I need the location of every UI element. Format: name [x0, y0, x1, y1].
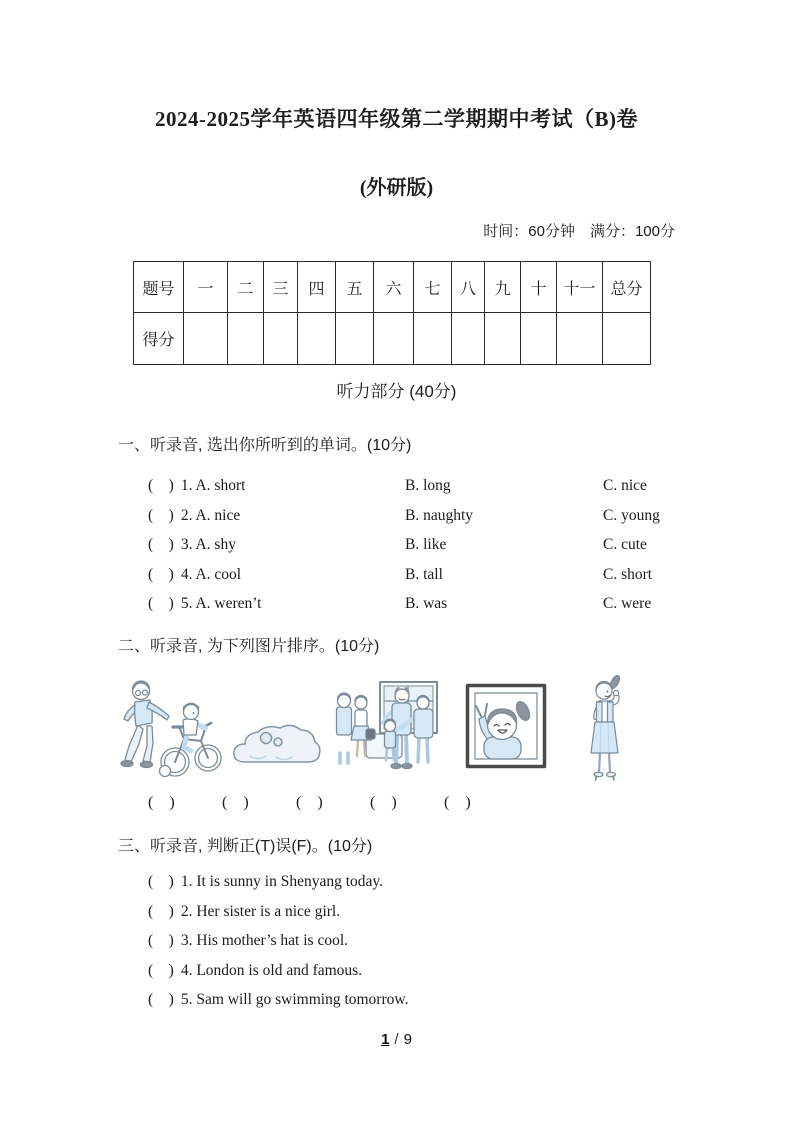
score-cell [336, 313, 374, 365]
answer-paren: ( ) [148, 872, 174, 890]
option-a: 3. A. shy [180, 536, 236, 554]
option-c: C. young [603, 506, 660, 524]
score-table-col-6: 六 [374, 262, 414, 313]
score-cell [414, 313, 452, 365]
section-1-options [118, 471, 675, 619]
statement-text: 2. Her sister is a nice girl. [180, 902, 341, 920]
answer-paren: ( ) [148, 595, 174, 613]
score-cell [452, 313, 485, 365]
framed-photo-illustration [465, 683, 547, 769]
option-b: B. naughty [405, 506, 474, 524]
exam-meta: 时间：60分钟 满分：100分 [483, 223, 675, 240]
tf-statement-3 [148, 926, 675, 956]
option-a: 2. A. nice [180, 506, 241, 524]
family-visit-illustration [330, 676, 445, 782]
score-row-label: 得分 [134, 313, 184, 365]
option-b: B. long [405, 477, 451, 494]
score-cell [603, 313, 651, 365]
statement-text: 5. Sam will go swimming tomorrow. [180, 991, 409, 1009]
score-table-col-11: 十一 [557, 262, 603, 313]
score-cell [264, 313, 298, 365]
option-a: 1. A. short [180, 477, 246, 494]
section-1-heading: 一、听录音, 选出你所听到的单词。(10分) [118, 437, 412, 454]
answer-paren: ( ) [148, 902, 174, 920]
score-cell [485, 313, 521, 365]
option-c: C. were [603, 595, 652, 613]
answer-paren: ( ) [148, 793, 175, 811]
answer-paren: ( ) [148, 506, 174, 524]
option-c: C. cute [603, 536, 647, 554]
score-table [133, 261, 651, 365]
answer-paren: ( ) [148, 565, 174, 583]
current-page-number: 1 [381, 1031, 390, 1048]
page-title: 2024-2025学年英语四年级第二学期期中考试（B)卷 [155, 107, 638, 131]
picture-row [112, 667, 675, 785]
score-table-col-3: 三 [264, 262, 298, 313]
score-table-col-7: 七 [414, 262, 452, 313]
picture-answer-parens [148, 792, 675, 813]
score-cell [521, 313, 557, 365]
section-3-heading: 三、听录音, 判断正(T)误(F)。(10分) [118, 837, 373, 855]
option-a: 5. A. weren’t [180, 595, 262, 613]
answer-paren: ( ) [370, 793, 397, 811]
score-table-col-1: 一 [184, 262, 228, 313]
question-row-1 [148, 471, 675, 501]
score-table-col-10: 十 [521, 262, 557, 313]
score-cell [374, 313, 414, 365]
answer-paren: ( ) [148, 536, 174, 554]
score-table-header-label: 题号 [134, 262, 184, 313]
answer-paren: ( ) [148, 477, 174, 494]
answer-paren: ( ) [148, 991, 174, 1009]
section-2-heading: 二、听录音, 为下列图片排序。(10分) [118, 637, 380, 655]
score-cell [228, 313, 264, 365]
page-footer [0, 1031, 793, 1048]
answer-paren: ( ) [296, 793, 323, 811]
tf-statement-2 [148, 897, 675, 927]
page-separator: / [394, 1031, 399, 1048]
score-table-col-9: 九 [485, 262, 521, 313]
answer-paren: ( ) [444, 793, 471, 811]
question-row-5 [148, 589, 675, 619]
score-table-col-5: 五 [336, 262, 374, 313]
page-subtitle: (外研版) [359, 177, 434, 199]
tf-statement-4 [148, 956, 675, 986]
question-row-2 [148, 501, 675, 531]
bike-lesson-illustration [112, 671, 224, 783]
statement-text: 1. It is sunny in Shenyang today. [180, 872, 384, 890]
answer-paren: ( ) [148, 961, 174, 979]
listening-part-title: 听力部分 (40分) [336, 382, 457, 401]
question-row-3 [148, 530, 675, 560]
statement-text: 4. London is old and famous. [180, 961, 363, 979]
statement-text: 3. His mother’s hat is cool. [180, 932, 349, 950]
standing-woman-illustration [575, 675, 637, 785]
option-b: B. tall [405, 565, 443, 583]
cloud-illustration [228, 715, 323, 773]
tf-statement-1 [148, 867, 675, 897]
answer-paren: ( ) [148, 932, 174, 950]
option-c: C. nice [603, 477, 647, 494]
score-table-col-8: 八 [452, 262, 485, 313]
option-c: C. short [603, 565, 653, 583]
score-table-col-total: 总分 [603, 262, 651, 313]
tf-statement-5 [148, 985, 675, 1015]
score-table-col-2: 二 [228, 262, 264, 313]
section-3-items [118, 867, 675, 1015]
score-cell [184, 313, 228, 365]
question-row-4 [148, 560, 675, 590]
total-pages: 9 [403, 1031, 412, 1048]
score-cell [557, 313, 603, 365]
option-a: 4. A. cool [180, 565, 242, 583]
score-table-col-4: 四 [298, 262, 336, 313]
option-b: B. was [405, 595, 448, 613]
answer-paren: ( ) [222, 793, 249, 811]
option-b: B. like [405, 536, 447, 554]
score-cell [298, 313, 336, 365]
